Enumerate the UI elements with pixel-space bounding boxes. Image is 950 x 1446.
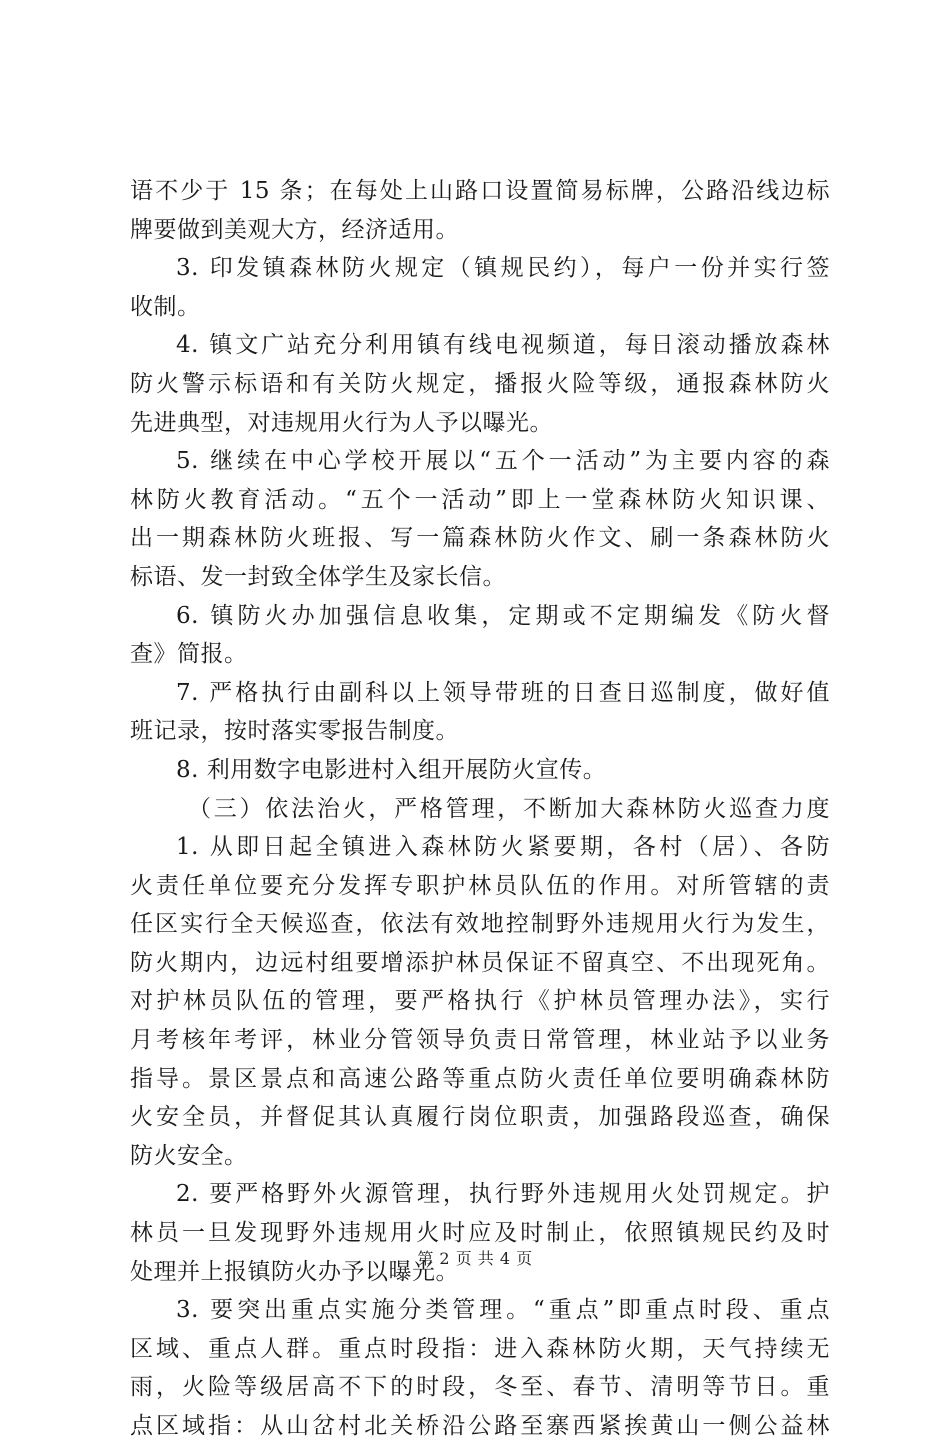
text-line: 林员一旦发现野外违规用火时应及时制止，依照镇规民约及时	[130, 1220, 830, 1247]
text-line: 点区域指：从山岔村北关桥沿公路至寨西紧挨黄山一侧公益林	[130, 1413, 830, 1439]
text-line: 6. 镇防火办加强信息收集，定期或不定期编发《防火督	[176, 602, 830, 629]
text-line: 火安全员，并督促其认真履行岗位职责，加强路段巡查，确保	[130, 1104, 830, 1131]
text-line: 林防火教育活动。“五个一活动”即上一堂森林防火知识课、	[130, 486, 830, 513]
text-line: 防火安全。	[130, 1142, 248, 1169]
text-line: 月考核年考评，林业分管领导负责日常管理，林业站予以业务	[130, 1027, 830, 1054]
text-line: 标语、发一封致全体学生及家长信。	[130, 563, 506, 590]
text-line: 5. 继续在中心学校开展以“五个一活动”为主要内容的森	[176, 448, 830, 475]
text-line: 1. 从即日起全镇进入森林防火紧要期，各村（居）、各防	[176, 834, 830, 861]
text-line: 雨，火险等级居高不下的时段，冬至、春节、清明等节日。重	[130, 1374, 830, 1401]
text-line: 4. 镇文广站充分利用镇有线电视频道，每日滚动播放森林	[176, 332, 830, 359]
text-line: 任区实行全天候巡查，依法有效地控制野外违规用火行为发生，	[130, 911, 830, 938]
text-line: 先进典型，对违规用火行为人予以曝光。	[130, 409, 553, 436]
text-line: 火责任单位要充分发挥专职护林员队伍的作用。对所管辖的责	[130, 872, 830, 899]
text-line: 3. 印发镇森林防火规定（镇规民约），每户一份并实行签	[176, 255, 830, 282]
text-line: 查》简报。	[130, 641, 248, 668]
text-line: 区域、重点人群。重点时段指：进入森林防火期，天气持续无	[130, 1335, 830, 1362]
section-heading: （三）依法治火，严格管理，不断加大森林防火巡查力度	[188, 795, 830, 822]
text-line: 7. 严格执行由副科以上领导带班的日查日巡制度，做好值	[176, 679, 830, 706]
text-line: 8. 利用数字电影进村入组开展防火宣传。	[176, 756, 607, 783]
text-line: 班记录，按时落实零报告制度。	[130, 718, 459, 745]
text-line: 防火期内，边远村组要增添护林员保证不留真空、不出现死角。	[130, 949, 830, 976]
text-line: 2. 要严格野外火源管理，执行野外违规用火处罚规定。护	[176, 1181, 830, 1208]
text-line: 处理并上报镇防火办予以曝光。	[130, 1258, 459, 1285]
text-line: 3. 要突出重点实施分类管理。“重点”即重点时段、重点	[176, 1297, 830, 1324]
text-line: 防火警示标语和有关防火规定，播报火险等级，通报森林防火	[130, 370, 830, 397]
text-line: 牌要做到美观大方，经济适用。	[130, 216, 459, 243]
text-line: 出一期森林防火班报、写一篇森林防火作文、刷一条森林防火	[130, 525, 830, 552]
page-number-footer: 第 2 页 共 4 页	[417, 1249, 533, 1268]
text-line: 收制。	[130, 293, 201, 320]
text-line: 语不少于 15 条；在每处上山路口设置简易标牌，公路沿线边标	[130, 178, 830, 204]
text-line: 指导。景区景点和高速公路等重点防火责任单位要明确森林防	[130, 1065, 830, 1092]
text-line: 对护林员队伍的管理，要严格执行《护林员管理办法》，实行	[130, 988, 830, 1015]
